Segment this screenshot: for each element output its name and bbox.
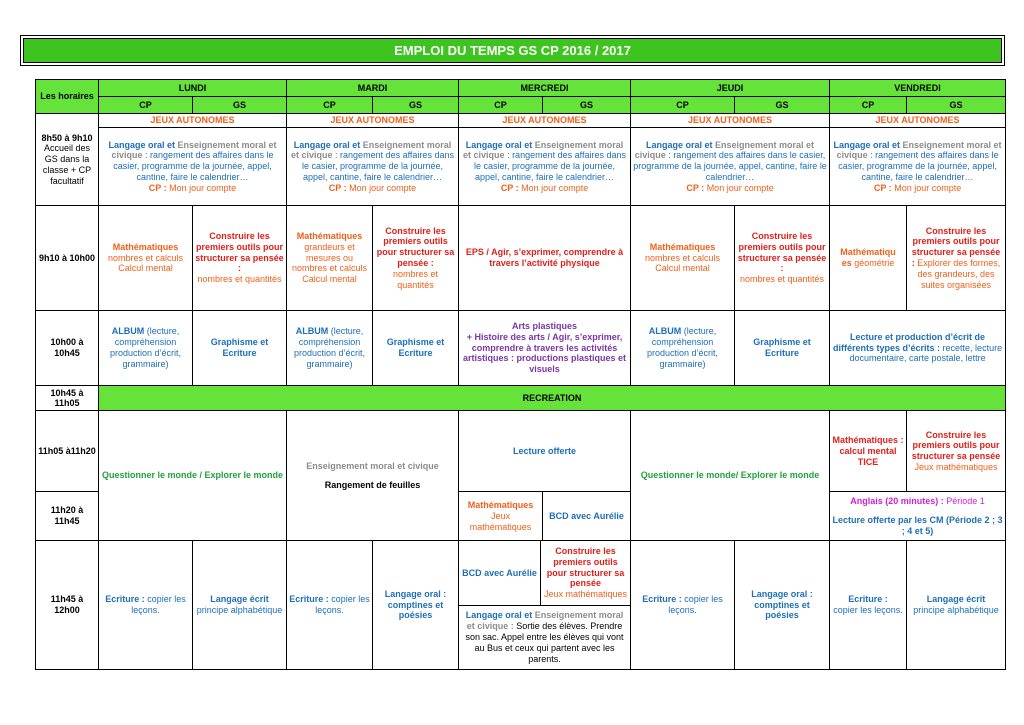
rangement-label: Rangement de feuilles <box>324 479 421 490</box>
lundi-gs-graphisme: Graphisme et Ecriture <box>193 310 287 386</box>
mercredi-arts <box>459 310 631 386</box>
hour-label: 9h10 à 10h00 <box>36 206 99 310</box>
cp-header: CP <box>287 97 373 113</box>
lo-detail: : rangement des affaires dans le casier, programme de la journée, appel, cantine, faire le calendrier… <box>113 150 274 183</box>
ecriture-title: Ecriture : <box>289 594 329 605</box>
cpo-sub: Explorer des formes, des grandeurs, des suites organisées <box>917 258 1001 290</box>
cp-label: CP : <box>500 182 519 193</box>
lo-label: Langage oral et <box>293 139 361 150</box>
jeudi-gs-graphisme: Graphisme et Ecriture <box>735 310 830 386</box>
langage-oral-cell <box>459 127 631 206</box>
hour-label: 10h45 à 11h05 <box>36 386 99 411</box>
mercredi-inner-table <box>459 541 630 669</box>
mercredi-gs-bcd: BCD avec Aurélie <box>543 492 631 541</box>
jeux-maths: Jeux mathématiques <box>543 589 627 600</box>
calcul-mental: Calcul mental <box>118 263 173 274</box>
geometrie: géométrie <box>854 258 895 269</box>
jeux-maths: Jeux mathématiques <box>914 462 998 473</box>
emc-label: Enseignement moral et civique <box>463 139 624 161</box>
jeux-maths: Jeux mathématiques <box>469 510 532 532</box>
cp-label: CP : <box>328 182 347 193</box>
mercredi-eps: EPS / Agir, s’exprimer, comprendre à travers l’activité physique <box>459 206 631 310</box>
lundi-cp-maths <box>99 206 193 310</box>
langage-oral-cell <box>830 127 1006 206</box>
ecriture-sub: copier les leçons. <box>668 594 723 616</box>
vendredi-gs-langage-ecrit <box>907 541 1006 670</box>
langage-ecrit-title: Langage écrit <box>210 594 269 605</box>
album-sub: (lecture, compréhension production d’écrit, grammaire) <box>109 326 182 369</box>
mardi-cp-maths <box>287 206 373 310</box>
ecriture-sub: copier les leçons. <box>315 594 370 616</box>
jeux-autonomes-cell: JEUX AUTONOMES <box>631 113 830 127</box>
cp-label: CP : <box>686 182 705 193</box>
hour-cell <box>36 113 99 206</box>
mjc-label: Mon jour compte <box>521 182 589 193</box>
vendredi-gs-construire <box>907 206 1006 310</box>
cpo-sub: nombres et quantités <box>739 274 825 285</box>
lo-label: Langage oral et <box>833 139 901 150</box>
emc-label: Enseignement moral et civique <box>111 139 277 161</box>
hour-label: 8h50 à 9h10 <box>41 132 93 143</box>
langage-oral-cell <box>287 127 459 206</box>
cpo-title: Construire les premiers outils pour structurer sa pensée <box>911 429 1001 462</box>
lecture-cm: Lecture offerte par les CM (Période 2 ; 3 ; 4 et 5) <box>832 514 1003 536</box>
jeudi-cp-maths <box>631 206 735 310</box>
maths-sub: nombres et calculs <box>644 252 721 263</box>
ecriture-title: Ecriture : <box>105 594 145 605</box>
vendredi-cp-calcul-tice: Mathématiques : calcul mental TICE <box>830 411 907 492</box>
langage-oral-cell <box>631 127 830 206</box>
album-sub: (lecture, compréhension production d’écrit, grammaire) <box>293 326 366 369</box>
day-header-vendredi: VENDREDI <box>830 80 1006 97</box>
jeux-autonomes-cell: JEUX AUTONOMES <box>287 113 459 127</box>
lecture-sub: recette, lecture documentaire, carte postale, lettre <box>849 342 1003 364</box>
vendredi-lecture-production <box>830 310 1006 386</box>
hour-label: 11h05 à11h20 <box>36 411 99 492</box>
hour-label: 11h45 à 12h00 <box>36 541 99 670</box>
lo-detail: : rangement des affaires dans le casier, programme de la journée, appel, cantine, faire le calendrier… <box>473 150 626 183</box>
anglais-title: Anglais (20 minutes) : <box>850 495 944 506</box>
cp-label: CP : <box>873 182 892 193</box>
emc-label: Enseignement moral et civique <box>634 139 815 161</box>
sortie-text: Sortie des élèves. Prendre son sac. Appel entre les élèves qui vont au Bus et ceux qui partent avec les parents. <box>465 621 624 664</box>
cpo-title: Construire les premiers outils pour structurer sa pensée : <box>195 231 284 274</box>
lo-label: Langage oral et <box>465 139 533 150</box>
cpo-title: Construire les premiers outils pour structurer sa pensée : <box>737 231 827 274</box>
lundi-cp-ecriture <box>99 541 193 670</box>
gs-header: GS <box>907 97 1006 113</box>
langage-oral-cell <box>99 127 287 206</box>
mjc-label: Mon jour compte <box>169 182 237 193</box>
hour-label: 10h00 à 10h45 <box>36 310 99 386</box>
mardi-gs-langage-oral: Langage oral : comptines et poésies <box>373 541 459 670</box>
lo-detail: : rangement des affaires dans le casier, programme de la journée, appel, cantine, faire le calendrier… <box>633 150 827 183</box>
mardi-cp-ecriture <box>287 541 373 670</box>
arts-title: Arts plastiques <box>511 321 578 331</box>
gs-header: GS <box>543 97 631 113</box>
cp-label: CP : <box>148 182 167 193</box>
hour-note: Accueil des GS dans la classe + CP facultatif <box>42 143 92 186</box>
mercredi-lecture-offerte: Lecture offerte <box>459 411 631 492</box>
day-header-lundi: LUNDI <box>99 80 287 97</box>
album-title: ALBUM <box>111 326 145 337</box>
anglais-periode: Période 1 <box>946 495 985 506</box>
emc-title: Enseignement moral et civique <box>306 461 439 471</box>
jeux-autonomes-cell: JEUX AUTONOMES <box>830 113 1006 127</box>
emc-label: Enseignement moral et civique : <box>466 610 624 632</box>
calcul-mental: Calcul mental <box>655 263 710 274</box>
maths-title: Mathématiques <box>112 241 179 252</box>
cp-header: CP <box>459 97 543 113</box>
jeudi-cp-ecriture <box>631 541 735 670</box>
hours-header: Les horaires <box>36 80 99 114</box>
maths-title: Mathématiqu <box>840 247 896 258</box>
maths-sub: grandeurs et mesures ou nombres et calculs <box>291 241 368 274</box>
maths-title-end: es <box>841 258 852 269</box>
jeux-autonomes-cell: JEUX AUTONOMES <box>459 113 631 127</box>
maths-title: Mathématiques <box>467 499 534 510</box>
hour-label: 11h20 à 11h45 <box>36 492 99 541</box>
mercredi-cp-bcd: BCD avec Aurélie <box>459 541 540 605</box>
langage-ecrit-title: Langage écrit <box>926 594 986 605</box>
recreation-bar: RECREATION <box>99 386 1006 411</box>
gs-header: GS <box>193 97 287 113</box>
ecriture-sub: copier les leçons. <box>833 605 903 616</box>
day-header-jeudi: JEUDI <box>631 80 830 97</box>
mardi-gs-construire <box>373 206 459 310</box>
emc-label: Enseignement moral et civique <box>836 139 1002 161</box>
album-title: ALBUM <box>648 326 682 337</box>
mercredi-split-cell <box>459 541 631 670</box>
mercredi-sortie <box>459 605 630 669</box>
mjc-label: Mon jour compte <box>894 182 962 193</box>
album-title: ALBUM <box>295 326 329 337</box>
page-title: EMPLOI DU TEMPS GS CP 2016 / 2017 <box>23 38 1002 63</box>
schedule-table <box>35 79 1006 670</box>
day-header-mardi: MARDI <box>287 80 459 97</box>
gs-header: GS <box>373 97 459 113</box>
title-frame <box>20 35 1005 66</box>
lo-label: Langage oral et <box>645 139 713 150</box>
mjc-label: Mon jour compte <box>349 182 417 193</box>
cp-header: CP <box>99 97 193 113</box>
cp-header: CP <box>830 97 907 113</box>
lundi-gs-langage-ecrit <box>193 541 287 670</box>
cpo-title: Construire les premiers outils pour structurer sa pensée : <box>911 225 1001 269</box>
lundi-cp-album <box>99 310 193 386</box>
maths-title: Mathématiques <box>296 231 363 242</box>
langage-ecrit-sub: principe alphabétique <box>913 605 999 616</box>
jeux-autonomes-cell: JEUX AUTONOMES <box>99 113 287 127</box>
mjc-label: Mon jour compte <box>706 182 774 193</box>
lo-label: Langage oral et <box>108 139 175 150</box>
maths-sub: nombres et calculs <box>107 252 184 263</box>
cp-header: CP <box>631 97 735 113</box>
vendredi-anglais <box>830 492 1006 541</box>
jeudi-gs-construire <box>735 206 830 310</box>
ecriture-sub: copier les leçons. <box>131 594 186 616</box>
mercredi-gs-construire <box>540 541 630 605</box>
cpo-title: Construire les premiers outils pour structurer sa pensée : <box>376 225 455 269</box>
lo-detail: : rangement des affaires dans le casier, programme de la journée, appel, cantine, faire le calendrier… <box>301 150 454 183</box>
jeudi-cp-album <box>631 310 735 386</box>
mercredi-cp-maths <box>459 492 543 541</box>
mardi-cp-album <box>287 310 373 386</box>
mardi-gs-graphisme: Graphisme et Ecriture <box>373 310 459 386</box>
lundi-gs-construire <box>193 206 287 310</box>
cpo-sub: nombres et quantités <box>392 268 439 290</box>
mardi-emc <box>287 411 459 541</box>
jeudi-questionner: Questionner le monde/ Explorer le monde <box>631 411 830 541</box>
lecture-title: Lecture et production d’écrit de différents types d’écrits : <box>833 331 986 353</box>
cpo-title: Construire les premiers outils pour structurer sa pensée <box>546 545 625 589</box>
maths-title: Mathématiques <box>649 241 716 252</box>
lundi-questionner: Questionner le monde / Explorer le monde <box>99 411 287 541</box>
arts-sub: + Histoire des arts / Agir, s’exprimer, comprendre à travers les activités artistiques : productions plastiques et visuels <box>462 331 627 375</box>
lo-label: Langage oral et <box>465 610 533 621</box>
vendredi-gs-construire <box>907 411 1006 492</box>
ecriture-title: Ecriture : <box>642 594 682 605</box>
jeudi-gs-langage-oral: Langage oral : comptines et poésies <box>735 541 830 670</box>
calcul-mental: Calcul mental <box>302 274 357 285</box>
cpo-sub: nombres et quantités <box>197 274 282 285</box>
vendredi-cp-maths <box>830 206 907 310</box>
vendredi-cp-ecriture <box>830 541 907 670</box>
day-header-mercredi: MERCREDI <box>459 80 631 97</box>
lo-detail: : rangement des affaires dans le casier, programme de la journée, appel, cantine, faire le calendrier… <box>838 150 999 183</box>
ecriture-title: Ecriture : <box>848 594 888 605</box>
album-sub: (lecture, compréhension production d’écrit, grammaire) <box>646 326 719 369</box>
langage-ecrit-sub: principe alphabétique <box>196 605 283 616</box>
emc-label: Enseignement moral et civique <box>291 139 452 161</box>
gs-header: GS <box>735 97 830 113</box>
